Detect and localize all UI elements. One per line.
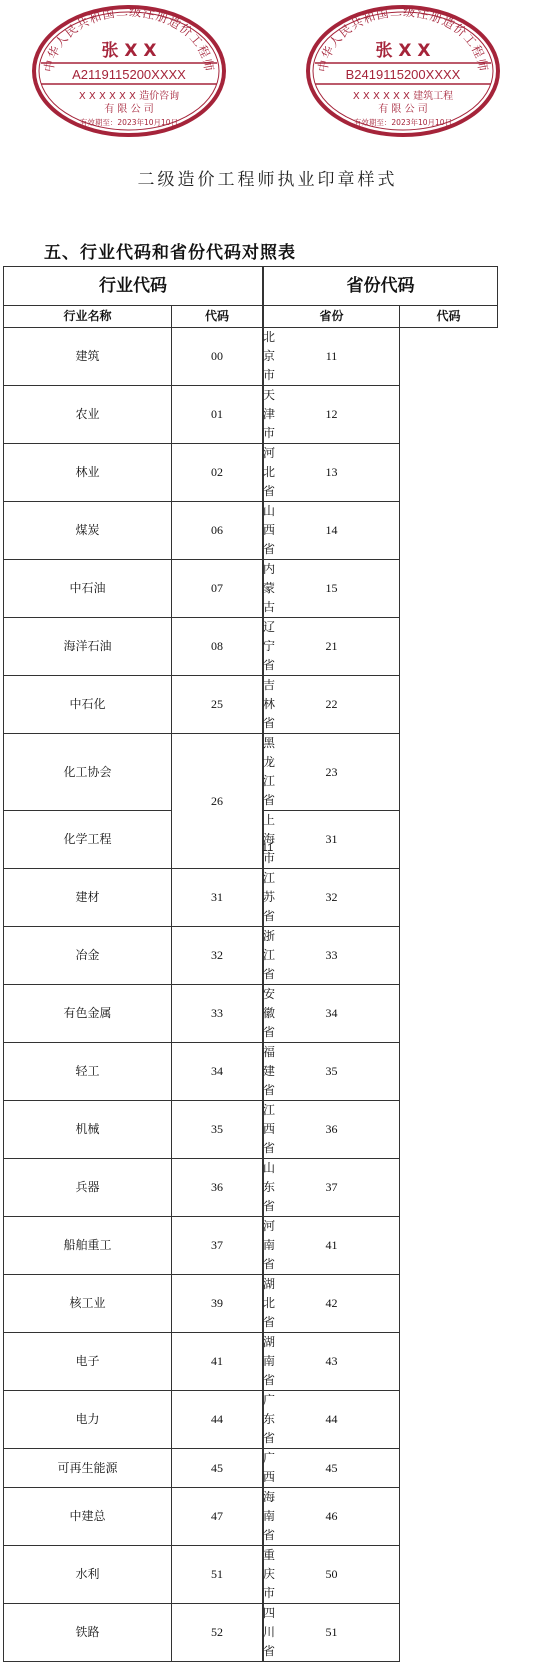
province-name: 上海市	[263, 811, 264, 869]
seal-b-arc-text: 中华人民共和国二级注册造价工程师	[315, 4, 491, 74]
industry-code: 06	[172, 502, 263, 560]
code-reference-table	[3, 266, 498, 1662]
table-row	[4, 1333, 498, 1391]
industry-name: 电力	[4, 1391, 172, 1449]
industry-code: 08	[172, 618, 263, 676]
section-title: 五、行业代码和省份代码对照表	[44, 243, 296, 263]
table-row	[4, 1546, 498, 1604]
seal-a-arc-text: 中华人民共和国二级注册造价工程师	[41, 4, 217, 74]
province-name: 安徽省	[263, 985, 264, 1043]
province-code: 34	[264, 985, 400, 1043]
province-name: 黑龙江省	[263, 734, 264, 811]
province-name: 广东省	[263, 1391, 264, 1449]
industry-name: 中石油	[4, 560, 172, 618]
industry-name: 中建总	[4, 1488, 172, 1546]
industry-name: 建筑	[4, 328, 172, 386]
table-row	[4, 386, 498, 444]
industry-name: 有色金属	[4, 985, 172, 1043]
province-name: 福建省	[263, 1043, 264, 1101]
industry-name: 中石化	[4, 676, 172, 734]
col-industry-name: 行业名称	[4, 306, 172, 328]
province-name: 湖北省	[263, 1275, 264, 1333]
province-code: 22	[264, 676, 400, 734]
table-row	[4, 676, 498, 734]
province-name: 山西省	[263, 502, 264, 560]
seal-sample-b	[305, 4, 501, 138]
province-name: 重庆市	[263, 1546, 264, 1604]
industry-name: 可再生能源	[4, 1449, 172, 1488]
province-code: 42	[264, 1275, 400, 1333]
industry-name: 化学工程	[4, 811, 172, 869]
province-code: 44	[264, 1391, 400, 1449]
province-code-header: 省份代码	[264, 267, 498, 306]
province-name: 吉林省	[263, 676, 264, 734]
industry-name: 海洋石油	[4, 618, 172, 676]
industry-code: 51	[172, 1546, 263, 1604]
table-row	[4, 1604, 498, 1662]
province-name: 河北省	[263, 444, 264, 502]
industry-name: 化工协会	[4, 734, 172, 811]
province-code: 37	[264, 1159, 400, 1217]
industry-code: 00	[172, 328, 263, 386]
industry-code: 37	[172, 1217, 263, 1275]
industry-code: 47	[172, 1488, 263, 1546]
industry-name: 铁路	[4, 1604, 172, 1662]
industry-name: 冶金	[4, 927, 172, 985]
industry-code-header: 行业代码	[4, 267, 263, 306]
table-row	[4, 1488, 498, 1546]
industry-code: 45	[172, 1449, 263, 1488]
province-code: 13	[264, 444, 400, 502]
province-name: 海南省	[263, 1488, 264, 1546]
table-row	[4, 1101, 498, 1159]
seal-b-org-line2: 有 限 公 司	[378, 104, 428, 115]
industry-code: 07	[172, 560, 263, 618]
table-row	[4, 1449, 498, 1488]
industry-code: 41	[172, 1333, 263, 1391]
province-code: 12	[264, 386, 400, 444]
industry-code: 31	[172, 869, 263, 927]
industry-name: 林业	[4, 444, 172, 502]
province-name: 浙江省	[263, 927, 264, 985]
province-code: 41	[264, 1217, 400, 1275]
province-code: 50	[264, 1546, 400, 1604]
province-code: 14	[264, 502, 400, 560]
industry-name: 轻工	[4, 1043, 172, 1101]
seal-a-graphic	[31, 4, 227, 138]
province-name: 江西省	[263, 1101, 264, 1159]
industry-code: 52	[172, 1604, 263, 1662]
province-name: 山东省	[263, 1159, 264, 1217]
industry-code-merged: 26	[172, 734, 263, 869]
industry-name: 煤炭	[4, 502, 172, 560]
table-row	[4, 502, 498, 560]
table-row	[4, 618, 498, 676]
industry-code: 35	[172, 1101, 263, 1159]
industry-code: 36	[172, 1159, 263, 1217]
page-number: 11	[261, 842, 274, 854]
industry-code: 01	[172, 386, 263, 444]
seal-a-org-line2: 有 限 公 司	[104, 104, 154, 115]
table-row	[4, 444, 498, 502]
seal-b-org-line1: X X X X X X 建筑工程	[352, 91, 454, 102]
province-code: 33	[264, 927, 400, 985]
province-name: 内蒙古	[263, 560, 264, 618]
seal-a-cert-no: A2119115200XXXX	[72, 67, 186, 82]
seal-a-org-line1: X X X X X X 造价咨询	[78, 91, 180, 102]
industry-name: 建材	[4, 869, 172, 927]
province-name: 湖南省	[263, 1333, 264, 1391]
seal-a-name: 张 X X	[101, 41, 157, 61]
industry-name: 核工业	[4, 1275, 172, 1333]
seal-b-cert-no: B2419115200XXXX	[345, 67, 461, 82]
table-row	[4, 1275, 498, 1333]
industry-code: 33	[172, 985, 263, 1043]
col-industry-code: 代码	[172, 306, 263, 328]
province-code: 21	[264, 618, 400, 676]
province-name: 北京市	[263, 328, 264, 386]
table-row	[4, 560, 498, 618]
industry-code: 34	[172, 1043, 263, 1101]
col-province-code: 代码	[400, 306, 498, 328]
seal-b-graphic	[305, 4, 501, 138]
table-row	[4, 1159, 498, 1217]
province-code: 51	[264, 1604, 400, 1662]
province-code: 32	[264, 869, 400, 927]
province-code: 11	[264, 328, 400, 386]
table-row	[4, 869, 498, 927]
industry-name: 电子	[4, 1333, 172, 1391]
province-name: 河南省	[263, 1217, 264, 1275]
province-name: 江苏省	[263, 869, 264, 927]
seal-caption: 二级造价工程师执业印章样式	[137, 170, 398, 190]
province-code: 35	[264, 1043, 400, 1101]
table-row	[4, 1043, 498, 1101]
seal-sample-a	[31, 4, 227, 138]
province-code: 15	[264, 560, 400, 618]
province-name: 辽宁省	[263, 618, 264, 676]
industry-code: 32	[172, 927, 263, 985]
industry-name: 机械	[4, 1101, 172, 1159]
industry-name: 农业	[4, 386, 172, 444]
province-name: 天津市	[263, 386, 264, 444]
table-row	[4, 985, 498, 1043]
province-code: 43	[264, 1333, 400, 1391]
industry-name: 水利	[4, 1546, 172, 1604]
seal-b-name: 张 X X	[375, 41, 431, 61]
table-row	[4, 927, 498, 985]
table-row	[4, 1217, 498, 1275]
seal-a-validity: 有效期至：2023年10月10日	[79, 118, 179, 127]
table-group-header-row	[4, 267, 498, 306]
province-code: 23	[264, 734, 400, 811]
industry-name: 船舶重工	[4, 1217, 172, 1275]
industry-code: 02	[172, 444, 263, 502]
table-row	[4, 328, 498, 386]
province-code: 31	[264, 811, 400, 869]
province-name: 四川省	[263, 1604, 264, 1662]
province-code: 46	[264, 1488, 400, 1546]
industry-code: 44	[172, 1391, 263, 1449]
table-row	[4, 1391, 498, 1449]
table-column-header-row	[4, 306, 498, 328]
industry-code: 39	[172, 1275, 263, 1333]
table-row	[4, 734, 498, 811]
province-code: 45	[264, 1449, 400, 1488]
province-code: 36	[264, 1101, 400, 1159]
industry-name: 兵器	[4, 1159, 172, 1217]
seal-b-validity: 有效期至：2023年10月10日	[353, 118, 453, 127]
col-province-name: 省份	[264, 306, 400, 328]
province-name: 广西	[263, 1449, 264, 1488]
industry-code: 25	[172, 676, 263, 734]
